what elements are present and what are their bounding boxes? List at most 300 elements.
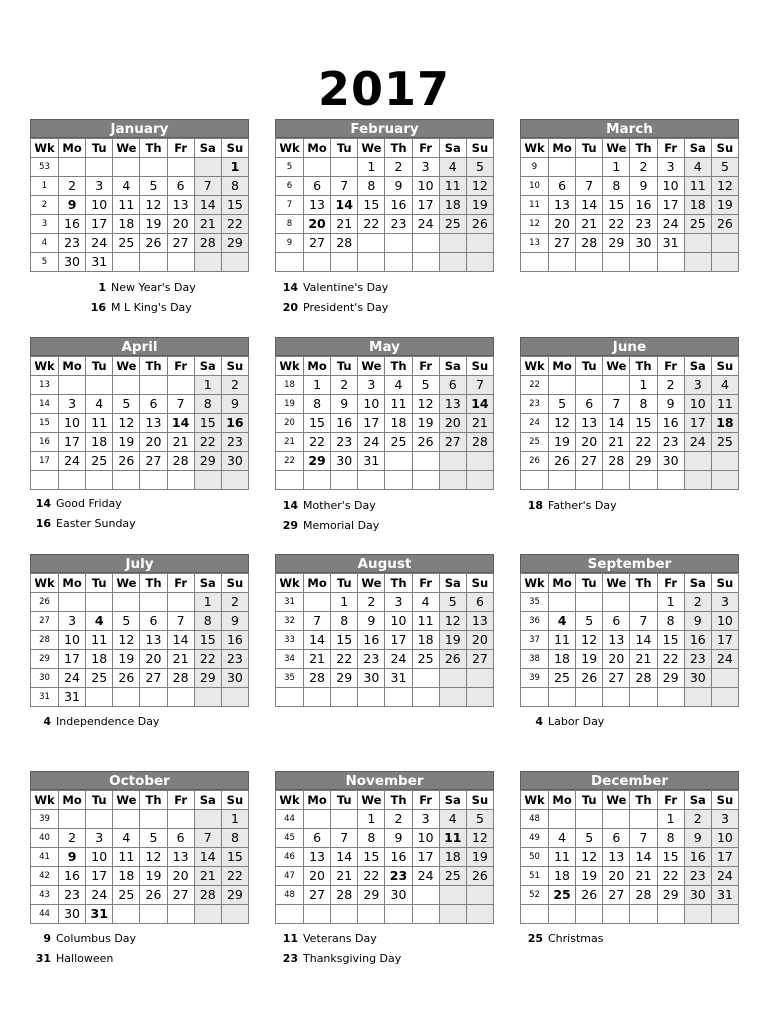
day-cell: 2 [385, 810, 412, 829]
day-cell: 7 [331, 829, 358, 848]
month-header: March [520, 119, 739, 138]
day-cell: 9 [221, 612, 248, 631]
day-cell [385, 471, 412, 490]
week-number-header: Wk [31, 791, 59, 810]
day-cell [331, 471, 358, 490]
weekday-header: Mo [304, 574, 331, 593]
day-cell: 13 [466, 612, 493, 631]
day-cell [576, 688, 603, 707]
weekday-header: We [113, 357, 140, 376]
day-cell: 6 [603, 612, 630, 631]
holiday-date: 20 [282, 301, 298, 314]
weekday-header: Th [140, 791, 167, 810]
day-cell: 10 [86, 196, 113, 215]
day-cell: 27 [167, 234, 194, 253]
holiday-date: 23 [282, 952, 298, 965]
day-cell [466, 452, 493, 471]
weekday-header-row [31, 791, 249, 810]
day-cell: 18 [86, 433, 113, 452]
day-cell: 9 [657, 395, 684, 414]
week-number: 10 [521, 177, 549, 196]
day-cell: 16 [221, 414, 248, 433]
day-cell: 2 [657, 376, 684, 395]
day-cell [603, 810, 630, 829]
weekday-header: Tu [86, 139, 113, 158]
day-cell: 15 [331, 631, 358, 650]
day-cell: 19 [113, 433, 140, 452]
day-cell: 13 [603, 631, 630, 650]
day-cell: 21 [194, 867, 221, 886]
day-cell: 19 [439, 631, 466, 650]
day-cell: 9 [59, 848, 86, 867]
day-cell: 5 [412, 376, 439, 395]
weekday-header: Th [140, 139, 167, 158]
holiday-name: Labor Day [548, 715, 605, 728]
day-cell: 16 [385, 196, 412, 215]
day-cell: 6 [576, 395, 603, 414]
holiday-name: Good Friday [56, 497, 122, 510]
weekday-header: Sa [684, 357, 711, 376]
day-cell [385, 688, 412, 707]
day-cell [684, 688, 711, 707]
holiday-date: 25 [527, 932, 543, 945]
day-cell: 8 [331, 612, 358, 631]
week-row [521, 158, 739, 177]
weekday-header: We [113, 574, 140, 593]
day-cell: 10 [657, 177, 684, 196]
week-row [521, 196, 739, 215]
day-cell: 29 [358, 886, 385, 905]
week-number: 45 [276, 829, 304, 848]
week-row [31, 234, 249, 253]
day-cell: 29 [657, 669, 684, 688]
weekday-header: Th [140, 574, 167, 593]
weekday-header: Th [630, 357, 657, 376]
day-cell [167, 810, 194, 829]
day-cell: 29 [657, 886, 684, 905]
weekday-header: Fr [657, 139, 684, 158]
day-cell: 11 [549, 631, 576, 650]
week-number: 44 [276, 810, 304, 829]
day-cell: 28 [167, 452, 194, 471]
day-cell [439, 886, 466, 905]
week-row [31, 669, 249, 688]
day-cell: 27 [167, 886, 194, 905]
day-cell [657, 688, 684, 707]
week-row [521, 234, 739, 253]
weekday-header: Fr [412, 139, 439, 158]
weekday-header: Fr [657, 791, 684, 810]
day-cell: 13 [167, 196, 194, 215]
day-cell [439, 234, 466, 253]
day-cell: 12 [140, 848, 167, 867]
weekday-header: We [113, 139, 140, 158]
day-cell: 28 [576, 234, 603, 253]
day-cell: 23 [684, 650, 711, 669]
week-row [31, 848, 249, 867]
day-cell: 16 [221, 631, 248, 650]
holiday-date: 16 [90, 301, 106, 314]
weekday-header: Su [466, 791, 493, 810]
day-cell [304, 593, 331, 612]
day-cell: 22 [657, 650, 684, 669]
month-header: November [275, 771, 494, 790]
day-cell [167, 593, 194, 612]
month-july [30, 554, 249, 707]
day-cell [549, 376, 576, 395]
day-cell [630, 810, 657, 829]
month-header: June [520, 337, 739, 356]
day-cell: 9 [630, 177, 657, 196]
day-cell: 6 [304, 829, 331, 848]
week-number: 8 [276, 215, 304, 234]
month-grid [30, 138, 249, 272]
day-cell: 6 [167, 177, 194, 196]
day-cell: 30 [331, 452, 358, 471]
weekday-header: Su [221, 139, 248, 158]
day-cell: 6 [549, 177, 576, 196]
day-cell: 13 [304, 196, 331, 215]
week-row [276, 177, 494, 196]
week-row [31, 631, 249, 650]
day-cell [549, 158, 576, 177]
day-cell: 3 [86, 829, 113, 848]
weekday-header: We [113, 791, 140, 810]
weekday-header: Sa [439, 791, 466, 810]
day-cell: 13 [603, 848, 630, 867]
week-row [276, 848, 494, 867]
week-row [521, 867, 739, 886]
day-cell [657, 905, 684, 924]
week-number: 42 [31, 867, 59, 886]
day-cell [194, 253, 221, 272]
day-cell: 23 [59, 234, 86, 253]
week-row [521, 253, 739, 272]
day-cell: 29 [194, 669, 221, 688]
weekday-header: Mo [549, 791, 576, 810]
day-cell [167, 376, 194, 395]
day-cell: 8 [194, 395, 221, 414]
holiday-date: 9 [43, 932, 51, 945]
month-header: September [520, 554, 739, 573]
week-number: 40 [31, 829, 59, 848]
week-row [276, 669, 494, 688]
day-cell: 11 [113, 196, 140, 215]
week-row [31, 395, 249, 414]
day-cell: 14 [630, 631, 657, 650]
day-cell [304, 471, 331, 490]
week-row [521, 612, 739, 631]
day-cell: 15 [221, 196, 248, 215]
day-cell: 23 [221, 433, 248, 452]
day-cell: 10 [59, 414, 86, 433]
day-cell: 23 [630, 215, 657, 234]
week-number: 50 [521, 848, 549, 867]
day-cell: 1 [194, 593, 221, 612]
day-cell [576, 376, 603, 395]
day-cell: 2 [221, 593, 248, 612]
day-cell: 4 [711, 376, 738, 395]
week-row [521, 650, 739, 669]
week-number: 4 [31, 234, 59, 253]
week-number: 47 [276, 867, 304, 886]
day-cell: 23 [59, 886, 86, 905]
week-number: 11 [521, 196, 549, 215]
day-cell: 12 [549, 414, 576, 433]
day-cell: 6 [603, 829, 630, 848]
holiday-name: Thanksgiving Day [303, 952, 402, 965]
weekday-header: Th [385, 791, 412, 810]
day-cell: 4 [385, 376, 412, 395]
day-cell [194, 688, 221, 707]
weekday-header: We [603, 791, 630, 810]
week-row [31, 810, 249, 829]
week-number: 12 [521, 215, 549, 234]
day-cell: 30 [221, 669, 248, 688]
week-number: 7 [276, 196, 304, 215]
day-cell: 7 [194, 829, 221, 848]
day-cell: 1 [194, 376, 221, 395]
month-header: December [520, 771, 739, 790]
day-cell: 26 [549, 452, 576, 471]
day-cell: 1 [603, 158, 630, 177]
week-row [276, 215, 494, 234]
day-cell: 5 [140, 829, 167, 848]
day-cell [412, 886, 439, 905]
day-cell: 12 [113, 414, 140, 433]
day-cell: 10 [711, 612, 738, 631]
month-grid [520, 790, 739, 924]
weekday-header: Su [711, 139, 738, 158]
day-cell: 26 [140, 886, 167, 905]
day-cell: 5 [140, 177, 167, 196]
weekday-header: Tu [331, 791, 358, 810]
holiday-name: Memorial Day [303, 519, 380, 532]
day-cell [412, 471, 439, 490]
holiday-name: Christmas [548, 932, 604, 945]
day-cell: 28 [194, 886, 221, 905]
weekday-header: Tu [576, 791, 603, 810]
day-cell [549, 471, 576, 490]
day-cell [711, 669, 738, 688]
day-cell: 5 [466, 158, 493, 177]
holiday-date: 14 [35, 497, 51, 510]
week-number: 23 [521, 395, 549, 414]
day-cell: 5 [113, 612, 140, 631]
week-number: 13 [31, 376, 59, 395]
week-number: 37 [521, 631, 549, 650]
month-grid [275, 573, 494, 707]
day-cell: 20 [549, 215, 576, 234]
day-cell: 16 [59, 867, 86, 886]
week-number-header: Wk [31, 574, 59, 593]
day-cell: 18 [684, 196, 711, 215]
week-row [521, 452, 739, 471]
month-grid [30, 356, 249, 490]
week-row [276, 867, 494, 886]
weekday-header-row [31, 357, 249, 376]
day-cell: 25 [684, 215, 711, 234]
week-row [521, 810, 739, 829]
week-number-header: Wk [521, 574, 549, 593]
weekday-header-row [31, 139, 249, 158]
day-cell [412, 452, 439, 471]
holiday-name: New Year's Day [111, 281, 196, 294]
week-number [521, 905, 549, 924]
day-cell [657, 471, 684, 490]
month-grid [520, 356, 739, 490]
day-cell [630, 905, 657, 924]
week-number: 29 [31, 650, 59, 669]
day-cell [630, 593, 657, 612]
weekday-header: Mo [59, 791, 86, 810]
day-cell: 31 [711, 886, 738, 905]
day-cell: 27 [439, 433, 466, 452]
day-cell [304, 905, 331, 924]
day-cell [221, 253, 248, 272]
weekday-header: Tu [86, 357, 113, 376]
week-row [276, 829, 494, 848]
day-cell: 1 [221, 158, 248, 177]
weekday-header-row [521, 574, 739, 593]
weekday-header: We [358, 357, 385, 376]
week-number-header: Wk [521, 139, 549, 158]
day-cell: 27 [304, 886, 331, 905]
day-cell: 25 [412, 650, 439, 669]
day-cell: 9 [331, 395, 358, 414]
day-cell: 21 [194, 215, 221, 234]
day-cell [439, 669, 466, 688]
day-cell [466, 253, 493, 272]
weekday-header: Su [221, 791, 248, 810]
day-cell: 26 [113, 669, 140, 688]
day-cell: 8 [358, 177, 385, 196]
day-cell [466, 234, 493, 253]
day-cell: 18 [412, 631, 439, 650]
day-cell [603, 376, 630, 395]
day-cell: 25 [549, 886, 576, 905]
day-cell: 4 [412, 593, 439, 612]
week-number: 31 [276, 593, 304, 612]
day-cell [630, 471, 657, 490]
month-header: February [275, 119, 494, 138]
day-cell: 14 [466, 395, 493, 414]
day-cell [194, 471, 221, 490]
day-cell: 20 [466, 631, 493, 650]
day-cell [113, 593, 140, 612]
weekday-header: Tu [576, 139, 603, 158]
day-cell [576, 810, 603, 829]
day-cell: 28 [331, 886, 358, 905]
day-cell [167, 905, 194, 924]
day-cell: 19 [466, 848, 493, 867]
weekday-header: Th [630, 139, 657, 158]
day-cell: 22 [221, 867, 248, 886]
day-cell: 13 [304, 848, 331, 867]
month-october [30, 771, 249, 924]
week-row [31, 612, 249, 631]
week-row [276, 452, 494, 471]
day-cell [221, 471, 248, 490]
day-cell: 6 [466, 593, 493, 612]
weekday-header: Mo [59, 357, 86, 376]
day-cell: 22 [657, 867, 684, 886]
month-grid [275, 356, 494, 490]
day-cell: 29 [194, 452, 221, 471]
weekday-header: Mo [304, 791, 331, 810]
day-cell: 15 [603, 196, 630, 215]
day-cell: 10 [385, 612, 412, 631]
day-cell: 8 [221, 829, 248, 848]
day-cell: 19 [113, 650, 140, 669]
day-cell: 30 [385, 886, 412, 905]
week-row [276, 433, 494, 452]
month-august [275, 554, 494, 707]
week-number [276, 905, 304, 924]
weekday-header: Sa [194, 139, 221, 158]
day-cell [113, 471, 140, 490]
day-cell: 21 [603, 433, 630, 452]
day-cell: 31 [59, 688, 86, 707]
day-cell [167, 253, 194, 272]
day-cell: 1 [331, 593, 358, 612]
week-row [31, 433, 249, 452]
day-cell: 11 [439, 829, 466, 848]
day-cell [86, 471, 113, 490]
day-cell: 24 [684, 433, 711, 452]
week-row [31, 177, 249, 196]
month-header: May [275, 337, 494, 356]
month-june [520, 337, 739, 490]
month-header: April [30, 337, 249, 356]
week-number: 18 [276, 376, 304, 395]
day-cell: 4 [86, 395, 113, 414]
day-cell: 7 [466, 376, 493, 395]
week-row [276, 688, 494, 707]
weekday-header-row [276, 791, 494, 810]
week-number: 49 [521, 829, 549, 848]
day-cell: 25 [86, 452, 113, 471]
day-cell: 16 [358, 631, 385, 650]
day-cell [140, 905, 167, 924]
day-cell: 11 [549, 848, 576, 867]
day-cell: 30 [684, 669, 711, 688]
week-row [31, 905, 249, 924]
day-cell [603, 688, 630, 707]
day-cell: 27 [140, 452, 167, 471]
day-cell [576, 158, 603, 177]
weekday-header: Th [630, 791, 657, 810]
weekday-header: Tu [576, 357, 603, 376]
week-number: 5 [276, 158, 304, 177]
weekday-header: Sa [439, 574, 466, 593]
day-cell: 9 [684, 612, 711, 631]
weekday-header-row [276, 357, 494, 376]
day-cell: 3 [412, 158, 439, 177]
day-cell: 18 [549, 650, 576, 669]
day-cell [385, 905, 412, 924]
day-cell: 17 [684, 414, 711, 433]
day-cell: 22 [331, 650, 358, 669]
day-cell: 2 [221, 376, 248, 395]
day-cell: 15 [304, 414, 331, 433]
day-cell [358, 234, 385, 253]
weekday-header: Fr [167, 357, 194, 376]
day-cell [412, 253, 439, 272]
day-cell [113, 253, 140, 272]
day-cell [113, 158, 140, 177]
day-cell [86, 688, 113, 707]
